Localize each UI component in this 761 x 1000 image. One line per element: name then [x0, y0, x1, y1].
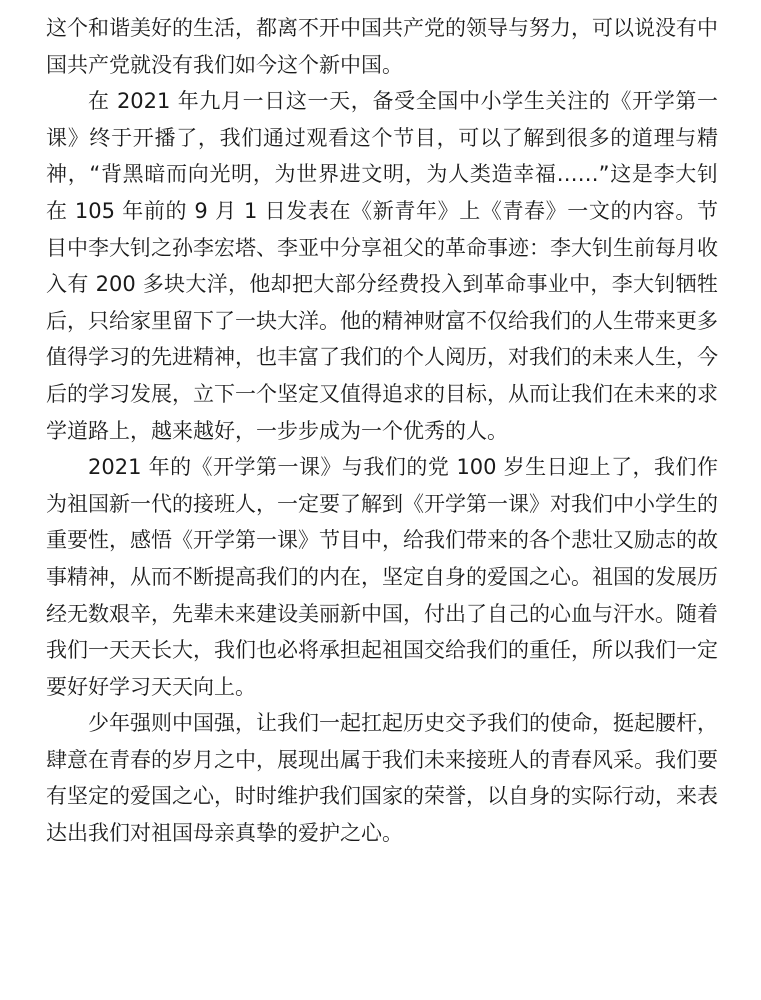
paragraph-party-centenary: 2021 年的《开学第一课》与我们的党 100 岁生日迎上了，我们作为祖国新一代的接班人，一定要了解到《开学第一课》对我们中小学生的重要性，感悟《开学第一课》节目中，给我们带来的各个悲壮又励志的故事精神，从而不断提高我们的内在，坚定自身的爱国之心。祖国的发展历经无数艰辛，先辈未来建设美丽新中国，付出了自己的心血与汗水。随着我们一天天长大，我们也必将承担起祖国交给我们的重任，所以我们一定要好好学习天天向上。 — [46, 455, 718, 699]
paragraph-youth-mission: 少年强则中国强，让我们一起扛起历史交予我们的使命，挺起腰杆，肆意在青春的岁月之中，展现出属于我们未来接班人的青春风采。我们要有坚定的爱国之心，时时维护我们国家的荣誉，以自身的实际行动，来表达出我们对祖国母亲真挚的爱护之心。 — [46, 711, 718, 846]
paragraph-opening-lesson: 在 2021 年九月一日这一天，备受全国中小学生关注的《开学第一课》终于开播了，我们通过观看这个节目，可以了解到很多的道理与精神，“背黑暗而向光明，为世界进文明，为人类造幸福……”这是李大钊在 105 年前的 9 月 1 日发表在《新青年》上《青春》一文的内容。节目中李大钊之孙李宏塔、李亚中分享祖父的革命事迹：李大钊生前每月收入有 200 多块大洋，他却把大部分经费投入到革命事业中，李大钊牺牲后，只给家里留下了一块大洋。他的精神财富不仅给我们的人生带来更多值得学习的先进精神，也丰富了我们的个人阅历，对我们的未来人生，今后的学习发展，立下一个坚定又值得追求的目标，从而让我们在未来的求学道路上，越来越好，一步步成为一个优秀的人。 — [46, 89, 718, 443]
document-body — [46, 0, 718, 852]
paragraph-continuation: 这个和谐美好的生活，都离不开中国共产党的领导与努力，可以说没有中国共产党就没有我们如今这个新中国。 — [46, 16, 718, 77]
